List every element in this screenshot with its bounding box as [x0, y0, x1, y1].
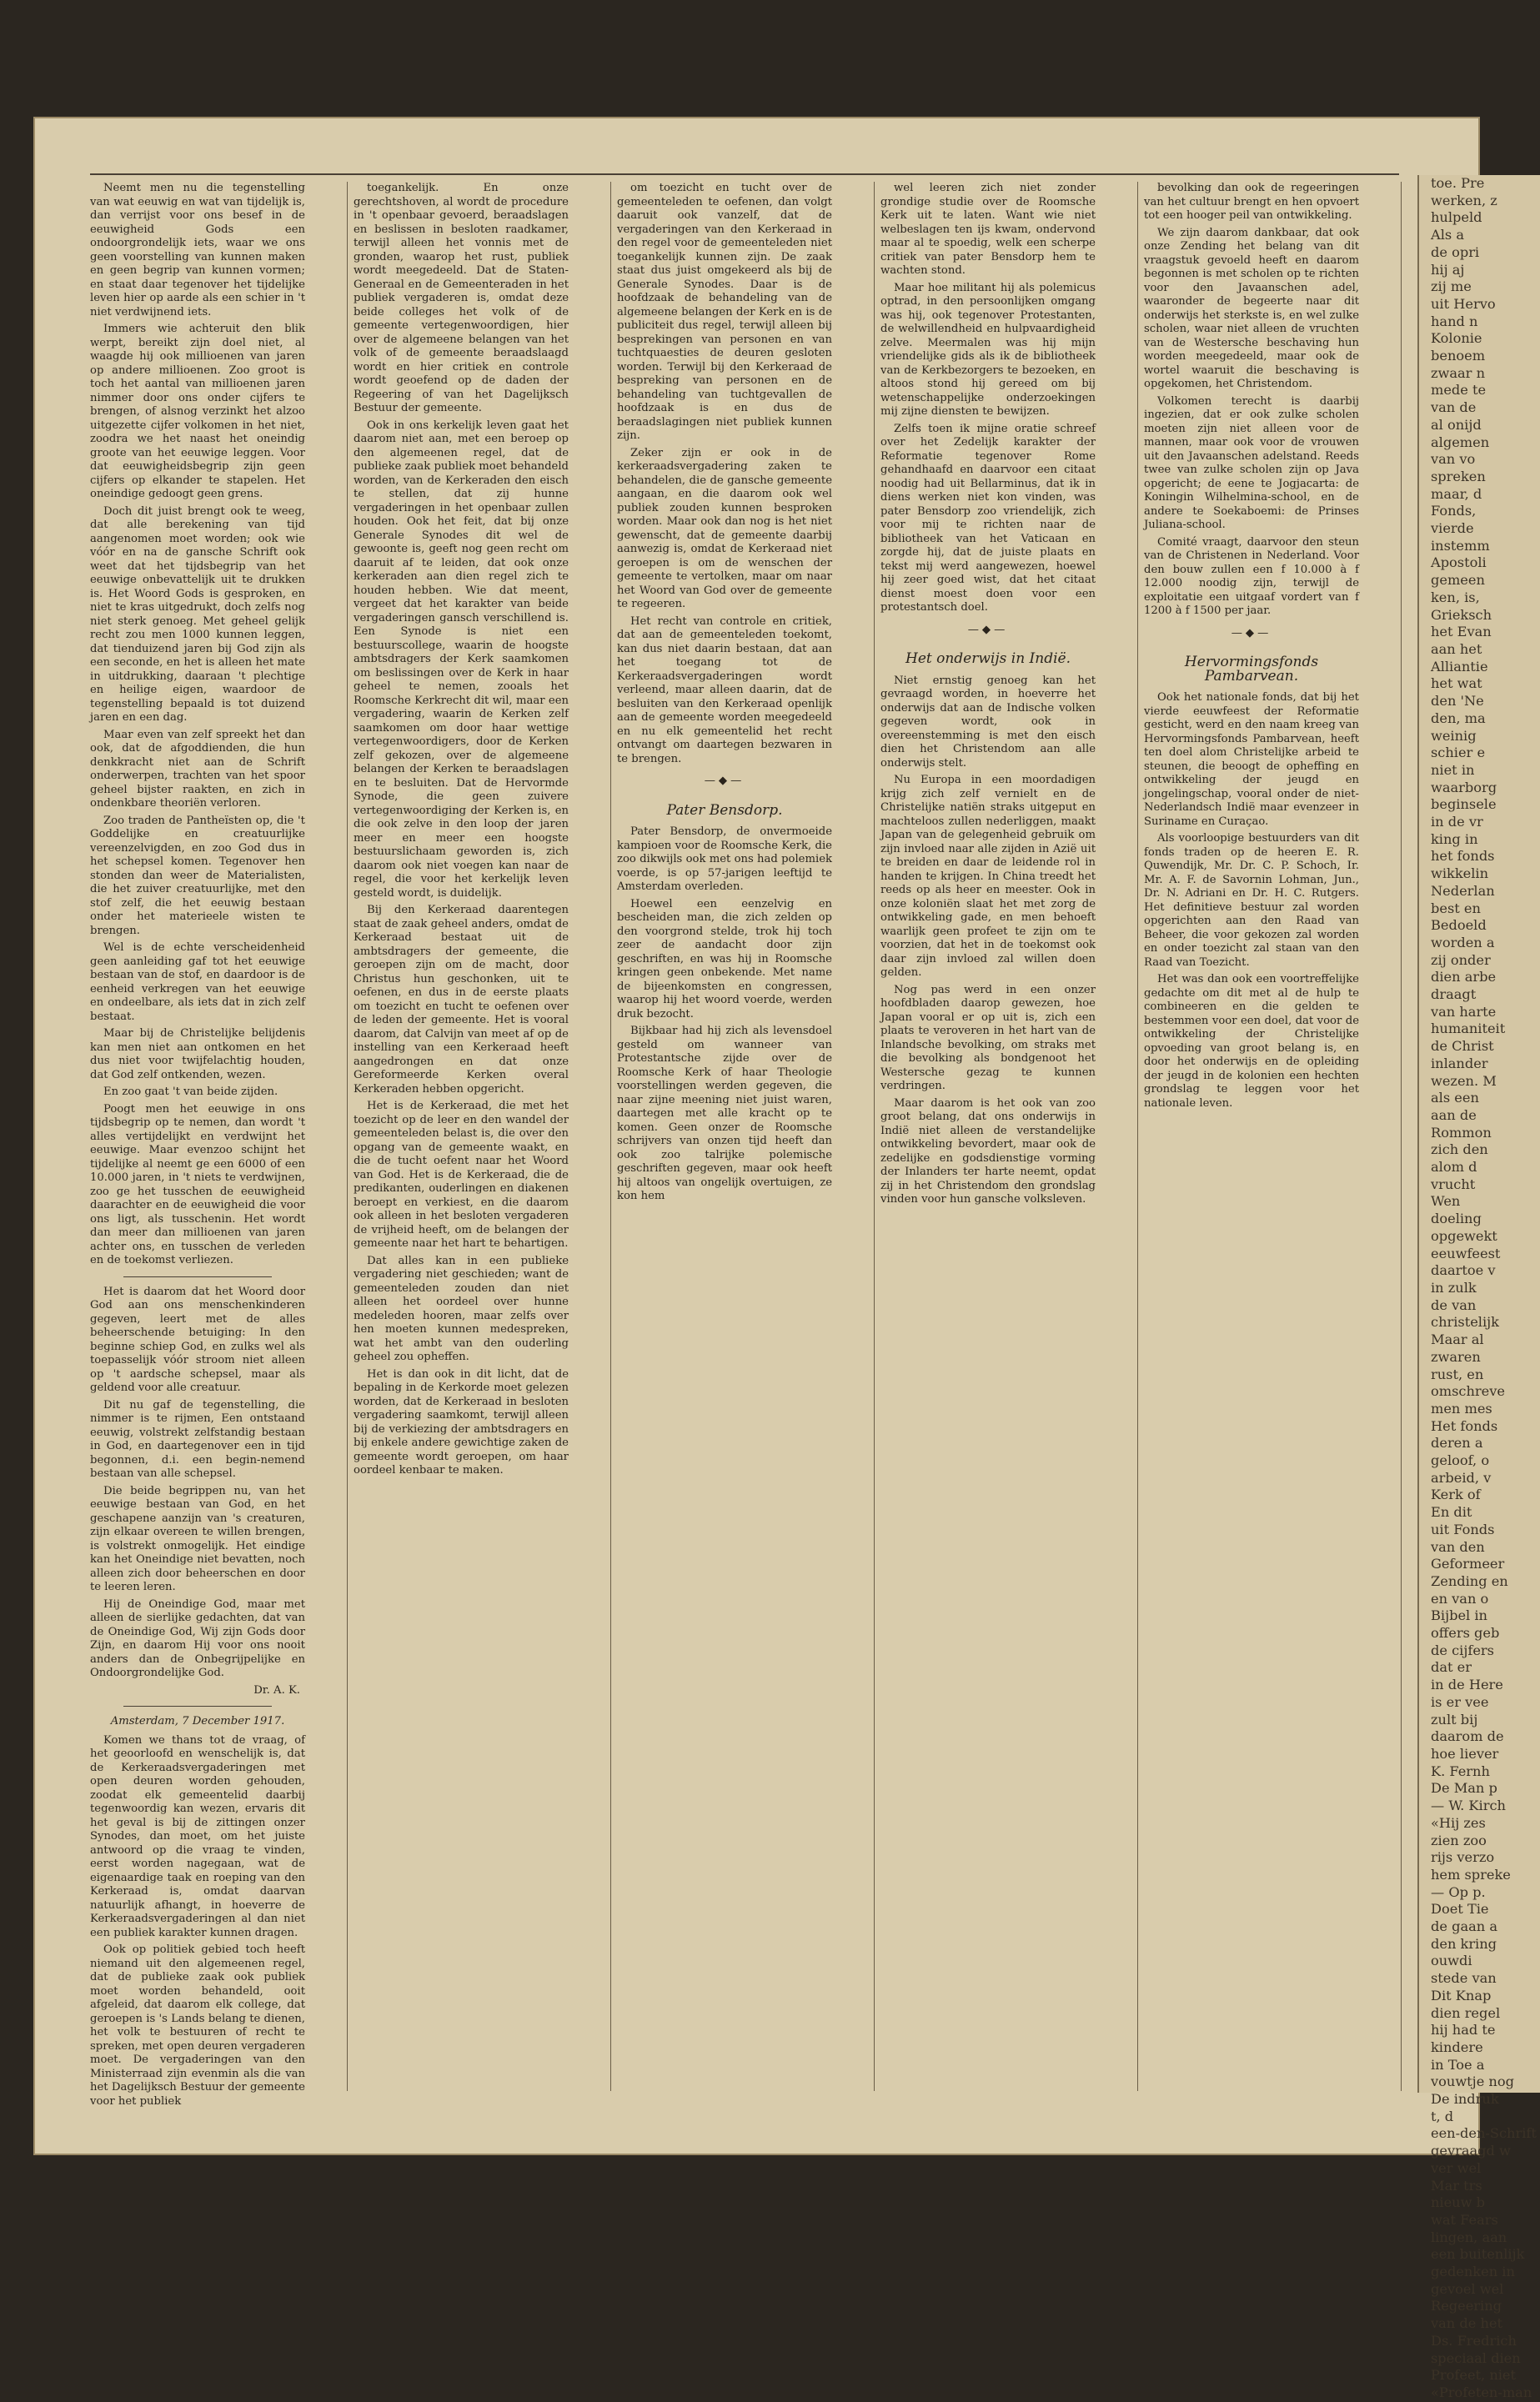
paragraph: Maar daarom is het ook van zoo groot belang, dat ons onderwijs in Indië niet alleen de verstandelijke ontwikkeling bevordert, maar ook de zedelijke en godsdienstige vorming der Inlanders ter harte neemt, opdat zij in het Christendom den grondslag vinden voor hun gansche volksleven.	[880, 1096, 1096, 1206]
fragment-line: best en	[1431, 900, 1481, 916]
paragraph: Komen we thans tot de vraag, of het geoorloofd en wenschelijk is, dat de Kerkeraadsvergaderingen met open deuren worden gehouden, zoodat elk gemeentelid daarbij tegenwoordig kan wezen, ervaris dit het geval is bij de zittingen onzer Synodes, dan moet, om het juiste antwoord op die vraag te vinden, eerst worden nagegaan, wat de eigenaardige taak en roeping van den Kerkeraad is, omdat daarvan natuurlijk afhangt, in hoeverre de Kerkeraadsvergaderingen al dan niet een publiek karakter kunnen dragen.	[90, 1733, 305, 1939]
fragment-line: eeuwfeest	[1431, 1245, 1501, 1261]
fragment-line: zwaar n	[1431, 364, 1485, 381]
paragraph: Nog pas werd in een onzer hoofdbladen daarop gewezen, hoe Japan vooral er op uit is, zich een plaats te veroveren in het hart van de Inlandsche bevolking, om straks met die bevolking als bondgenoot het Westersche gezag te kunnen verdringen.	[880, 983, 1096, 1092]
fragment-line: — Op p.	[1431, 1883, 1486, 1900]
fragment-line: deren a	[1431, 1435, 1483, 1452]
paragraph: Het is dan ook in dit licht, dat de bepaling in de Kerkorde moet gelezen worden, dat de Kerkeraad in besloten vergadering saamkomt, terwijl alleen bij de verkiezing der ambtsdragers en bij enkele andere gewichtige zaken de gemeente wordt geroepen, om haar oordeel kenbaar te maken.	[354, 1367, 569, 1477]
paragraph: Het was dan ook een voortreffelijke gedachte om dit met al de hulp te combineeren en die gelden te bestemmen voor een doel, dat voor de ontwikkeling der Christelijke opvoeding van groot belang is, en door het onderwijs en de opleiding der jeugd in de kolonien een hechten grondslag te leggen voor het nationale leven.	[1144, 973, 1359, 1110]
fragment-line: en van o	[1431, 1590, 1489, 1607]
fragment-line: maar, d	[1431, 485, 1482, 502]
fragment-line: De indruk	[1431, 2091, 1499, 2108]
fragment-line: king in	[1431, 830, 1478, 847]
fragment-line: t, d	[1431, 2108, 1454, 2124]
fragment-line: nieuw b	[1431, 2194, 1485, 2211]
fragment-line: wat Fears	[1431, 2211, 1498, 2228]
fragment-line: niet in	[1431, 761, 1475, 778]
fragment-line: dat er	[1431, 1659, 1472, 1676]
paragraph: Dit nu gaf de tegenstelling, die nimmer is te rijmen, Een ontstaand eeuwig, volstrekt zelfstandig bestaan in God, en daartegenover een in tijd begonnen, d.i. een begin-nemend bestaan van alle schepsel.	[90, 1398, 305, 1480]
article-heading: Hervormingsfonds Pambarvean.	[1184, 654, 1319, 684]
column-rule	[1137, 182, 1138, 2091]
fragment-line: weinig	[1431, 727, 1477, 744]
fragment-line: gedenken in	[1431, 2264, 1515, 2280]
paragraph: Bijkbaar had hij zich als levensdoel gesteld om wanneer van Protestantsche zijde over de Roomsche Kerk of haar Theologie voorstellingen werden gegeven, die naar zijne meening niet juist waren, daartegen met alle kracht op te komen. Geen onzer de Roomsche schrijvers van onzen tijd heeft dan ook zoo talrijke polemische geschriften gegeven, maar ook heeft hij altoos van ongelijk overtuigen, ze kon hem	[617, 1025, 832, 1202]
fragment-line: men mes	[1431, 1400, 1492, 1417]
fragment-line: arbeid, v	[1431, 1469, 1492, 1486]
fragment-line: is er vee	[1431, 1693, 1489, 1710]
fragment-line: «Profeten-man	[1431, 2384, 1532, 2400]
paragraph: Niet ernstig genoeg kan het gevraagd worden, in hoeverre het onderwijs dat aan de Indische volken gegeven wordt, ook in overeenstemming is met den eisch dien het Christendom aan alle onderwijs stelt.	[880, 674, 1096, 770]
fragment-line: toe. Pre	[1431, 175, 1485, 191]
article-column-2	[354, 182, 569, 1482]
fragment-line: Kerk of	[1431, 1487, 1481, 1503]
paragraph: Ook in ons kerkelijk leven gaat het daarom niet aan, met een beroep op den algemeenen regel, dat de publieke zaak publiek moet behandeld worden, van de Kerkeraden den eisch te stellen, dat zij hunne vergaderingen in het openbaar zullen houden. Ook het feit, dat bij onze Generale Synodes dit wel de gewoonte is, geeft nog geen recht om daaruit af te leiden, dat ook onze kerkeraden aan dien regel zich te houden hebben. Wie dat meent, vergeet dat het karakter van beide vergaderingen gansch verschillend is. Een Synode is niet een bestuurscollege, waarin de hoogste ambtsdragers der Kerk saamkomen om beslissingen over de Kerk in haar geheel te nemen, zooals het Roomsche Kerkrecht dit wil, maar een vergadering, waarin de Kerken zelf saamkomen om door haar wettige vertegenwoordigers, door de Kerken zelf gekozen, over de algemeene belangen der Kerken te beraadslagen en te besluiten. Dat de Hervormde Synode, die geen zuivere vertegenwoordiging der Kerken is, en die ook zelve in den loop der jaren meer en meer een hoogste bestuurslichaam geworden is, zich daarom ook niet voegen kan naar de regel, die voor het kerkelijk leven gesteld wordt, is duidelijk.	[354, 419, 569, 900]
fragment-line: Zending en	[1431, 1572, 1508, 1589]
paragraph: Zeker zijn er ook in de kerkeraadsvergadering zaken te behandelen, die de gansche gemeente aangaan, en die daarom ook wel publiek zouden kunnen besproken worden. Maar ook dan nog is het niet gewenscht, dat de gemeente daarbij aanwezig is, omdat de Kerkeraad niet geroepen is om de wenschen der gemeente te vertolken, maar om naar het Woord van God over de gemeente te regeeren.	[617, 446, 832, 610]
fragment-line: christelijk	[1431, 1314, 1499, 1331]
fragment-line: het Evan	[1431, 624, 1492, 640]
article-column-5	[1144, 182, 1359, 1114]
fragment-line: gevoel wel	[1431, 2280, 1504, 2297]
fragment-line: hij had te	[1431, 2022, 1496, 2038]
article-column-1	[90, 182, 305, 2112]
fragment-line: een-den-Schrift	[1431, 2125, 1537, 2142]
fragment-line: algemen	[1431, 434, 1490, 450]
paragraph: Comité vraagt, daarvoor den steun van de Christenen in Nederland. Voor den bouw zullen een f 10.000 à f 12.000 noodig zijn, terwijl de exploitatie een uitgaaf vordert van f 1200 à f 1500 per jaar.	[1144, 535, 1359, 617]
section-divider	[123, 1276, 272, 1277]
fragment-line: daarom de	[1431, 1728, 1504, 1745]
fragment-line: Kolonie	[1431, 330, 1482, 347]
fragment-line: werken, z	[1431, 192, 1497, 208]
fragment-line: ver wel	[1431, 2159, 1482, 2176]
fragment-line: hij aj	[1431, 261, 1465, 278]
fragment-line: rijs verzo	[1431, 1849, 1495, 1866]
fragment-line: den, ma	[1431, 710, 1486, 726]
ornament-divider: —◆—	[967, 623, 1009, 636]
fragment-line: Maar al	[1431, 1331, 1484, 1348]
article-column-3	[617, 182, 832, 1207]
fragment-line: het wat	[1431, 675, 1482, 692]
fragment-line: Ds. Fredrich	[1431, 2332, 1517, 2349]
paragraph: Dat alles kan in een publieke vergadering niet geschieden; want de gemeenteleden zouden dan niet alleen het oordeel over hunne medeleden hooren, maar zelfs over hen moeten kunnen medespreken, wat het ambt van den ouderling geheel zou opheffen.	[354, 1254, 569, 1363]
paragraph: Zoo traden de Pantheïsten op, die 't Goddelijke en creatuurlijke vereenzelvigden, en zoo God dus in het schepsel komen. Tegenover hen stonden dan weer de Materialisten, die het zuiver creatuurlijke, met den stof zelf, die het eeuwig bestaan onder het materieele wisten te brengen.	[90, 814, 305, 937]
paragraph: We zijn daarom dankbaar, dat ook onze Zending het belang van dit vraagstuk gevoeld heeft en daarom begonnen is met scholen op te richten voor den Javaanschen adel, waaronder de begeerte naar dit onderwijs het sterkste is, en wel zulke scholen, waar niet alleen de vruchten van de Westersche beschaving hun worden meegedeeld, maar ook de wortel waaruit die beschaving is opgekomen, het Christendom.	[1144, 226, 1359, 390]
fragment-line: Regeering	[1431, 2298, 1502, 2314]
fragment-line: speciaal dien	[1431, 2349, 1521, 2366]
fragment-line: Mar trs	[1431, 2177, 1482, 2194]
fragment-line: in de Here	[1431, 1677, 1503, 1693]
paragraph: Nu Europa in een moordadigen krijg zich zelf vernielt en de Christelijke natiën straks uitgeput en machteloos zullen nederliggen, maakt Japan van de gelegenheid gebruik om zijn invloed naar alle zijden in Azië uit te breiden en daar de leidende rol in handen te krijgen. In China treedt het reeds op als heer en meester. Ook in onze koloniën slaat het met zorg de ontwikkeling gade, en men behoeft waarlijk geen profeet te zijn om te voorzien, dat het in de toekomst ook daar zijn invloed zal willen doen gelden.	[880, 774, 1096, 979]
fragment-line: den 'Ne	[1431, 693, 1484, 710]
column-rule	[874, 182, 875, 2091]
fragment-line: van de het	[1431, 2315, 1502, 2332]
fragment-line: Fonds,	[1431, 503, 1477, 519]
top-rule	[90, 173, 1399, 175]
fragment-line: zich den	[1431, 1141, 1488, 1158]
fragment-line: uit Hervo	[1431, 295, 1496, 312]
paragraph: Doch dit juist brengt ook te weeg, dat alle berekening van tijd aangenomen moet worden; ook wie vóór en na de gansche Schrift ook weet dat het tijdsbegrip van het eeuwige onbevattelijk uit te drukken is. Het Woord Gods is gesproken, en niet te kras uitgedrukt, doch zelfs nog niet sterk genoeg. Met geheel gelijk recht zou men 1000 kunnen leggen, dat tienduizend jaren bij God zijn als een seconde, en het is alleen het mate in uitdrukking, daaraan 't plechtige en heilige eigen, waardoor de tegenstelling bepaald is tot duizend jaren en een dag.	[90, 504, 305, 724]
fragment-line: zij me	[1431, 278, 1472, 295]
fragment-line: Bedoeld	[1431, 917, 1487, 934]
fragment-line: Grieksch	[1431, 606, 1492, 623]
fragment-line: draagt	[1431, 986, 1477, 1003]
paragraph: Zelfs toen ik mijne oratie schreef over het Zedelijk karakter der Reformatie tegenover Rome gehandhaafd en daarvoor een citaat noodig had uit Bellarminus, dat ik in diens werken niet kon vinden, was pater Bensdorp zoo vriendelijk, zich voor mij te richten naar de bibliotheek van het Vaticaan en zorgde hij, dat de juiste plaats en tekst mij werd aangewezen, hoewel hij zeer goed wist, dat het citaat dienst moest doen voor een protestantsch doel.	[880, 422, 1096, 614]
paragraph: om toezicht en tucht over de gemeenteleden te oefenen, dan volgt daaruit ook vanzelf, dat de vergaderingen van den Kerkeraad in den regel voor de gemeenteleden niet toegankelijk kunnen zijn. De zaak staat dus juist omgekeerd als bij de Generale Synodes. Daar is de hoofdzaak de behandeling van de algemeene belangen der Kerk en is de publiciteit dus regel, terwijl alleen bij besprekingen van personen en van tuchtquaesties de deuren gesloten worden. Terwijl bij den Kerkeraad de bespreking van personen en de behandeling van tuchtgevallen de hoofdzaak is en dus de beraadslagingen niet publiek kunnen zijn.	[617, 182, 832, 442]
fragment-line: waarborg	[1431, 779, 1497, 795]
fragment-line: als een	[1431, 1090, 1479, 1106]
fragment-line: benoem	[1431, 348, 1486, 364]
fragment-line: de van	[1431, 1296, 1477, 1313]
paragraph: Volkomen terecht is daarbij ingezien, dat er ook zulke scholen moeten zijn niet alleen voor de mannen, maar ook voor de vrouwen uit den Javaanschen adelstand. Reeds twee van zulke scholen zijn op Java opgericht; de eene te Jogjacarta: de Koningin Wilhelmina-school, en de andere te Soekaboemi: de Prinses Juliana-school.	[1144, 394, 1359, 531]
fragment-line: vrucht	[1431, 1176, 1476, 1192]
paragraph: Maar even van zelf spreekt het dan ook, dat de afgoddienden, die hun denkkracht niet aan de Schrift onderwerpen, trachten van het spoor geheel bijster raakten, en zich in ondenkbare theoriën verloren.	[90, 728, 305, 810]
fragment-line: geloof, o	[1431, 1452, 1490, 1469]
fragment-line: aan de	[1431, 1106, 1477, 1123]
fragment-line: mede te	[1431, 382, 1487, 399]
fragment-line: in zulk	[1431, 1280, 1477, 1296]
fragment-line: een buitenlijk	[1431, 2246, 1525, 2263]
fragment-line: wezen. M	[1431, 1072, 1497, 1089]
fragment-line: van de	[1431, 399, 1477, 416]
paragraph: Bij den Kerkeraad daarentegen staat de zaak geheel anders, omdat de Kerkeraad bestaat uit de ambtsdragers der gemeente, die geroepen zijn om de macht, door Christus hun geschonken, uit te oefenen, en dus in de eerste plaats om toezicht en tucht te oefenen over de leden der gemeente. Het is vooral daarom, dat Calvijn van meet af op de instelling van een Kerkeraad heeft aangedrongen en dat onze Gereformeerde Kerken overal Kerkeraden hebben opgericht.	[354, 904, 569, 1096]
fragment-line: zult bij	[1431, 1711, 1478, 1728]
paragraph: Hoewel een eenzelvig en bescheiden man, die zich zelden op den voorgrond stelde, trok hij toch zeer de aandacht door zijn geschriften, en was hij in Roomsche kringen geen onbekende. Met name de bijeenkomsten en congressen, waarop hij het woord voerde, werden druk bezocht.	[617, 897, 832, 1020]
fragment-line: spreken	[1431, 468, 1486, 484]
paragraph: Hij de Oneindige God, maar met alleen de sierlijke gedachten, dat van de Oneindige God, Wij zijn Gods door Zijn, en daarom Hij voor ons nooit anders dan de Onbegrijpelijke en Ondoorgrondelijke God.	[90, 1597, 305, 1679]
fragment-line: alom d	[1431, 1159, 1477, 1176]
fragment-line: daartoe v	[1431, 1262, 1496, 1279]
fragment-line: uit Fonds	[1431, 1521, 1495, 1537]
paragraph: En zoo gaat 't van beide zijden.	[103, 1086, 278, 1098]
fragment-line: Nederlan	[1431, 882, 1495, 899]
fragment-line: humaniteit	[1431, 1020, 1506, 1037]
adjacent-page-fragment	[1417, 175, 1540, 2400]
fragment-line: dien regel	[1431, 2004, 1501, 2021]
fragment-line: De Man p	[1431, 1780, 1497, 1797]
fragment-line: vierde	[1431, 520, 1474, 537]
fragment-line: hand n	[1431, 313, 1478, 329]
paragraph: Immers wie achteruit den blik werpt, bereikt zijn doel niet, al waagde hij ook millioenen van jaren op andere millioenen. Zoo groot is toch het aantal van millioenen jaren nimmer door ons onder cijfers te brengen, of alsnog verzinkt het alzoo uitgezette cijfer volkomen in het niet, zoodra we het naast het oneindig groote van het eeuwige leggen. Voor dat eeuwigheidsbegrip zijn geen cijfers op elkander te stapelen. Het oneindige gedoogt geen grens.	[90, 323, 305, 500]
paragraph: Neemt men nu die tegenstelling van wat eeuwig en wat van tijdelijk is, dan verrijst voor ons besef in de eeuwigheid Gods een ondoorgrondelijk iets, waar we ons geen voorstelling van kunnen maken en geen begrip van kunnen vormen; en staat daar tegenover het tijdelijke leven hier op aarde als een schier in 't niet verdwijnend iets.	[90, 182, 305, 318]
column-rule	[610, 182, 611, 2091]
fragment-line: aan het	[1431, 640, 1482, 657]
paragraph: Wel is de echte verscheidenheid geen aanleiding gaf tot het eeuwige bestaan van de stof, en daardoor is de eenheid verkregen van het eeuwige en ondeelbare, als iets dat in zich zelf bestaat.	[90, 941, 305, 1023]
fragment-line: in de vr	[1431, 814, 1483, 830]
paragraph: Pater Bensdorp, de onvermoeide kampioen voor de Roomsche Kerk, die zoo dikwijls ook met ons had polemiek voerde, is op 57-jarigen leeftijd te Amsterdam overleden.	[617, 825, 832, 893]
paragraph: toegankelijk. En onze gerechtshoven, al wordt de procedure in 't openbaar gevoerd, beraadslagen en beslissen in besloten raadkamer, terwijl alleen het vonnis met de gronden, waarop het rust, publiek wordt meegedeeld. Dat de Staten-Generaal en de Gemeenteraden in het publiek vergaderen is, omdat deze beide colleges het volk of de gemeente vertegenwoordigen, hier over de algemeene belangen van het volk of de gemeente beraadslaagd wordt en hier critiek en controle wordt geoefend op de daden der Regeering of van het Dagelijksch Bestuur der gemeente.	[354, 182, 569, 414]
fragment-line: gemeen	[1431, 572, 1485, 589]
fragment-line: stede van	[1431, 1970, 1497, 1987]
column-rule	[347, 182, 348, 2091]
paragraph: Het recht van controle en critiek, dat aan de gemeenteleden toekomt, kan dus niet daarin bestaan, dat aan het toegang tot de Kerkeraadsvergaderingen wordt verleend, maar alleen daarin, dat de besluiten van den Kerkeraad openlijk aan de gemeente worden meegedeeld en nu elk gemeentelid het recht ontvangt om daartegen bezwaren in te brengen.	[617, 614, 832, 765]
article-heading: Het onderwijs in Indië.	[905, 650, 1071, 667]
fragment-line: «Hij zes	[1431, 1814, 1486, 1831]
fragment-line: En dit	[1431, 1504, 1472, 1521]
fragment-line: hoe liever	[1431, 1745, 1499, 1762]
paragraph: Poogt men het eeuwige in ons tijdsbegrip op te nemen, dan wordt 't alles vertijdelijkt en verdwijnt het eeuwige. Maar evenzoo schijnt het tijdelijke al neemt ge een 6000 of een 10.000 jaren, in 't niets te verdwijnen, zoo ge het tusschen de eeuwigheid daarachter en de eeuwigheid die voor ons ligt, als tusschenin. Het wordt dan meer dan millioenen van jaren achter ons, en tusschen de verleden en de toekomst verliezen.	[90, 1102, 305, 1266]
fragment-line: de Christ	[1431, 1038, 1494, 1055]
fragment-line: dien arbe	[1431, 969, 1497, 985]
fragment-line: Apostoli	[1431, 554, 1487, 571]
section-divider	[123, 1706, 272, 1707]
fragment-line: omschreve	[1431, 1383, 1505, 1400]
fragment-line: gevraagd w	[1431, 2143, 1511, 2159]
fragment-line: van harte	[1431, 1003, 1497, 1020]
fragment-line: Wen	[1431, 1193, 1461, 1210]
fragment-line: beginsele	[1431, 796, 1497, 813]
fragment-line: de gaan a	[1431, 1918, 1497, 1935]
fragment-line: Als a	[1431, 227, 1464, 243]
fragment-line: offers geb	[1431, 1625, 1500, 1642]
fragment-line: Doet Tie	[1431, 1901, 1489, 1918]
fragment-line: K. Fernh	[1431, 1763, 1490, 1779]
fragment-line: de cijfers	[1431, 1642, 1494, 1658]
fragment-line: zij onder	[1431, 951, 1491, 968]
paragraph: Maar bij de Christelijke belijdenis kan men niet aan ontkomen en het dus niet voor twijfelachtig houden, dat God zelf ontkenden, wezen.	[90, 1027, 305, 1081]
fragment-line: Bijbel in	[1431, 1607, 1487, 1624]
fragment-line: zien zoo	[1431, 1832, 1487, 1848]
fragment-line: hem spreke	[1431, 1866, 1511, 1883]
ornament-divider: —◆—	[1231, 626, 1272, 639]
paragraph: Het is daarom dat het Woord door God aan ons menschenkinderen gegeven, leert met de alles beheerschende betuiging: In den beginne schiep God, en zulks wel als toepasselijk vóór stroom niet alleen op 't aardsche schepsel, maar als geldend voor alle creatuur.	[90, 1285, 305, 1394]
fragment-line: den kring	[1431, 1935, 1497, 1952]
fragment-line: doeling	[1431, 1211, 1482, 1227]
dateline: Amsterdam, 7 December 1917.	[110, 1715, 285, 1728]
fragment-line: schier e	[1431, 745, 1486, 761]
fragment-line: inlander	[1431, 1055, 1488, 1071]
fragment-line: opgewekt	[1431, 1227, 1497, 1244]
fragment-line: Alliantie	[1431, 658, 1488, 674]
fragment-line: worden a	[1431, 934, 1495, 950]
fragment-line: ouwdi	[1431, 1953, 1472, 1969]
fragment-line: rust, en	[1431, 1366, 1484, 1382]
paragraph: wel leeren zich niet zonder grondige studie over de Roomsche Kerk uit te laten. Want wie niet welbeslagen ten ijs kwam, ondervond maar al te spoedig, welk een scherpe critiek van pater Bensdorp hem te wachten stond.	[880, 182, 1096, 277]
fragment-line: — W. Kirch	[1431, 1798, 1506, 1814]
fragment-line: Dit Knap	[1431, 1987, 1492, 2003]
paragraph: bevolking dan ook de regeeringen van het cultuur brengt en hen opvoert tot een hooger peil van ontwikkeling.	[1144, 182, 1359, 222]
fragment-line: het fonds	[1431, 848, 1495, 865]
paragraph: Als voorloopige bestuurders van dit fonds traden op de heeren E. R. Quwendijk, Mr. Dr. C. P. Schoch, Ir. Mr. A. F. de Savornin Lohman, Jun., Dr. N. Adriani en Dr. H. C. Rutgers. Het definitieve bestuur zal worden opgerichten aan den Raad van Beheer, die voor gekozen zal worden en onder toezicht zal staan van den Raad van Toezicht.	[1144, 832, 1359, 969]
fragment-line: instemm	[1431, 537, 1490, 554]
fragment-line: Profeet, niet	[1431, 2367, 1517, 2384]
ornament-divider: —◆—	[704, 775, 745, 787]
fragment-line: in Toe a	[1431, 2056, 1485, 2073]
fragment-line: de opri	[1431, 243, 1480, 260]
fragment-line: lingen, aan	[1431, 2229, 1507, 2245]
fragment-line: van vo	[1431, 451, 1476, 468]
article-heading: Pater Bensdorp.	[666, 801, 783, 819]
paragraph: Ook het nationale fonds, dat bij het vierde eeuwfeest der Reformatie gesticht, werd en den naam kreeg van Hervormingsfonds Pambarvean, heeft ten doel alom Christelijke arbeid te steunen, die beoogt de opheffing en ontwikkeling der jeugd en jongelingschap, vooral onder de niet-Nederlandsch Indië maar evenzeer in Suriname en Curaçao.	[1144, 691, 1359, 828]
paragraph: Het is de Kerkeraad, die met het toezicht op de leer en den wandel der gemeenteleden belast is, die over den opgang van de gemeente waakt, en die de tucht oefent naar het Woord van God. Het is de Kerkeraad, die de predikanten, ouderlingen en diakenen beroept en verkiest, en die daarom ook alleen in het besloten vergaderen de vrijheid heeft, om de belangen der gemeente naar het hart te behartigen.	[354, 1100, 569, 1250]
article-column-4	[880, 182, 1096, 1211]
fragment-line: hulpeld	[1431, 209, 1482, 226]
fragment-line: al onijd	[1431, 416, 1482, 433]
paragraph: Maar hoe militant hij als polemicus optrad, in den persoonlijken omgang was hij, ook tegenover Protestanten, de welwillendheid en hulpvaardigheid zelve. Meermalen was hij mijn vriendelijke gids als ik de bibliotheek van de Kerkbezorgers te bezoeken, en altoos stond hij gereed om bij wetenschappelijke onderzoekingen mij zijne diensten te bewijzen.	[880, 281, 1096, 418]
fragment-line: van den	[1431, 1538, 1485, 1555]
fragment-line: vouwtje nog	[1431, 2074, 1514, 2090]
paragraph: Ook op politiek gebied toch heeft niemand uit den algemeenen regel, dat de publieke zaak ook publiek moet worden behandeld, ooit afgeleid, dat daarom elk college, dat geroepen is 's Lands belang te dienen, het volk te bestuuren of recht te spreken, met open deuren vergaderen moet. De vergaderingen van den Ministerraad zijn evenmin als die van het Dagelijksch Bestuur der gemeente voor het publiek	[90, 1943, 305, 2108]
author-signature: Dr. A. K.	[253, 1683, 300, 1697]
fragment-line: kindere	[1431, 2038, 1483, 2055]
fragment-line: ken, is,	[1431, 589, 1480, 605]
fragment-line: zwaren	[1431, 1348, 1481, 1365]
column-rule	[1401, 182, 1402, 2091]
fragment-line: Het fonds	[1431, 1417, 1498, 1434]
fragment-line: Rommon	[1431, 1124, 1492, 1141]
paragraph: Die beide begrippen nu, van het eeuwige bestaan van God, en het geschapene aanzijn van 's creaturen, zijn elkaar overeen te willen brengen, is volstrekt onmogelijk. Het eindige kan het Oneindige niet bevatten, noch alleen zich door beheerschen en door te leeren leren.	[90, 1484, 305, 1593]
fragment-line: wikkelin	[1431, 865, 1489, 882]
fragment-line: Geformeer	[1431, 1556, 1505, 1572]
